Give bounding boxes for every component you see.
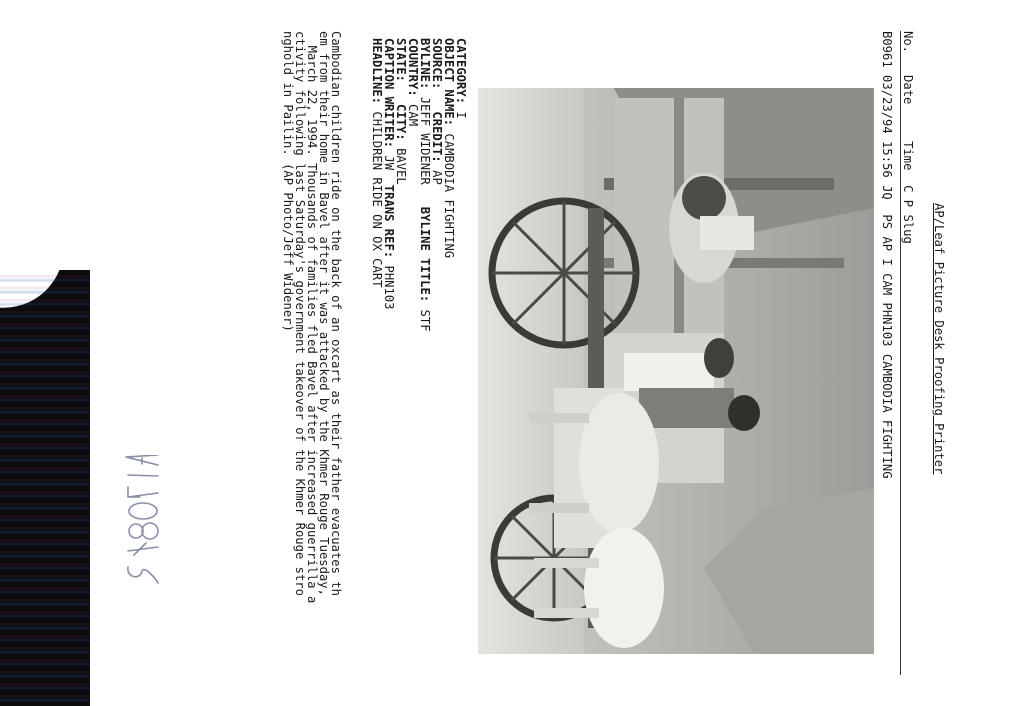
object-name-label: OBJECT NAME: — [442, 38, 456, 127]
oxcart-photo-icon — [478, 88, 874, 654]
caption-writer-value: JW — [382, 155, 396, 171]
category-value: I — [454, 111, 468, 119]
meta-category — [455, 38, 467, 678]
state-label: STATE: — [394, 38, 408, 83]
trans-ref-label: TRANS REF: — [382, 184, 396, 259]
handwritten-id-icon — [118, 455, 168, 595]
credit-value: AP — [430, 170, 444, 185]
meta-caption-writer — [383, 38, 395, 678]
byline-title-label: BYLINE TITLE: — [418, 206, 432, 303]
slug-line: B0961 03/23/94 15:56 JQ PS AP I CAM PHN103 CAMBODIA FIGHTING — [880, 31, 894, 479]
col-time: Time — [901, 141, 915, 171]
meta-object-name — [443, 38, 455, 678]
meta-headline — [371, 38, 383, 678]
credit-label: CREDIT: — [430, 111, 444, 163]
caption-line: March 22, 1994. Thousands of families fled Bavel after increased guerrilla a — [305, 31, 319, 604]
header-rule — [900, 31, 901, 675]
caption-block — [282, 31, 342, 681]
meta-country — [407, 38, 419, 678]
byline-title-value: STF — [418, 309, 432, 332]
category-label: CATEGORY: — [454, 38, 468, 105]
column-headers — [902, 31, 914, 244]
city-value: BAVEL — [394, 148, 408, 185]
col-cp-slug: C P Slug — [901, 185, 915, 244]
byline-value: JEFF WIDENER — [418, 96, 432, 185]
country-value: CAM — [406, 104, 420, 127]
col-date: Date — [901, 75, 915, 105]
meta-source-credit — [431, 38, 443, 678]
trans-ref-value: PHN103 — [382, 265, 396, 310]
metadata-block — [371, 38, 467, 678]
meta-byline — [419, 38, 431, 678]
printer-title: AP/Leaf Picture Desk Proofing Printer — [932, 203, 946, 475]
pencil-id-mark — [118, 455, 168, 595]
meta-state-city — [395, 38, 407, 678]
caption-line: Cambodian children ride on the back of an oxcart as their father evacuates th — [329, 31, 343, 596]
source-label: SOURCE: — [430, 38, 444, 90]
scanner-color-noise — [0, 270, 90, 706]
headline-label: HEADLINE: — [370, 38, 384, 105]
city-label: CITY: — [394, 104, 408, 141]
byline-label: BYLINE: — [418, 38, 432, 90]
headline-value: CHILDREN RIDE ON OX CART — [370, 111, 384, 288]
object-name-value: CAMBODIA FIGHTING — [442, 133, 456, 259]
country-label: COUNTRY: — [406, 38, 420, 97]
oxcart-photo — [478, 88, 874, 654]
caption-writer-label: CAPTION WRITER: — [382, 38, 396, 149]
scanner-edge — [0, 0, 90, 706]
col-no: No. — [901, 31, 915, 54]
caption-line: nghold in Pailin. (AP Photo/Jeff Widener) — [281, 31, 295, 332]
proof-content-rotated — [224, 0, 1024, 706]
caption-line: ctivity following last Saturday's government takeover of the Khmer Rouge stro — [293, 31, 307, 596]
caption-line: em from their home in Bavel after it was attacked by the Khmer Rouge Tuesday, — [317, 31, 331, 596]
